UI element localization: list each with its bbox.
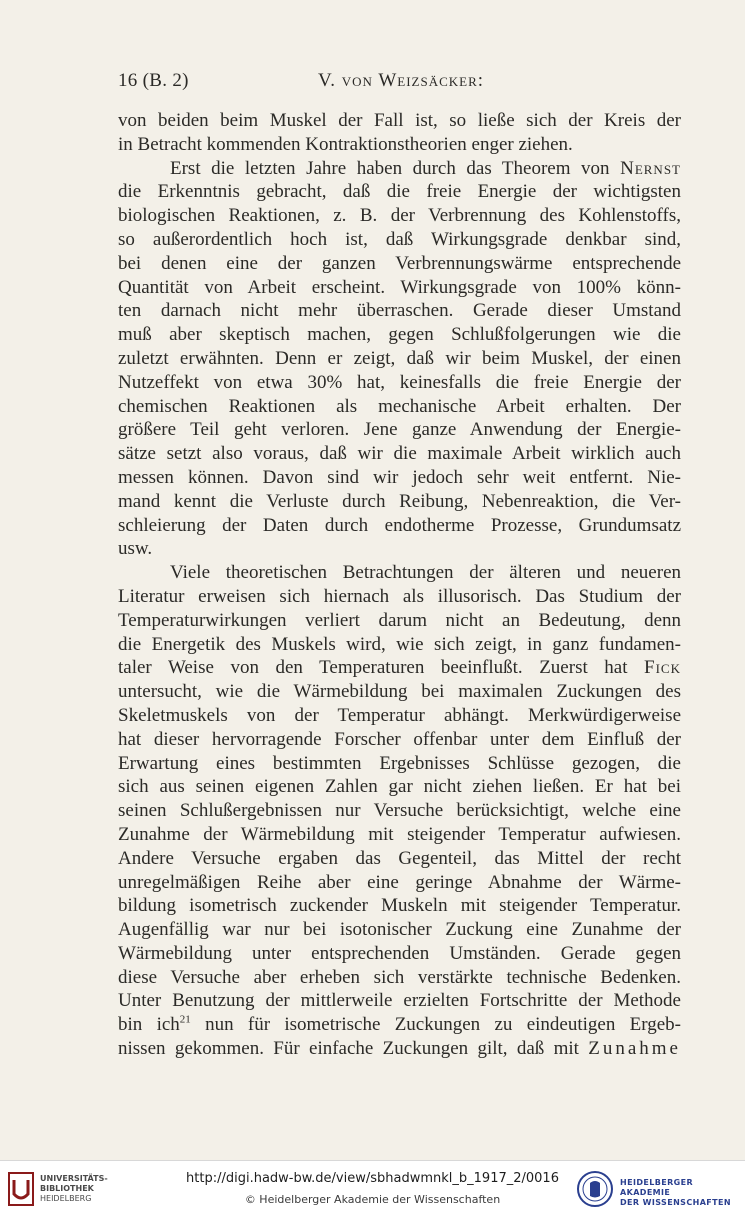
permalink-url[interactable]: http://digi.hadw-bw.de/view/sbhadwmnkl_b_1917_2/0016 — [186, 1171, 559, 1186]
copyright-notice: © Heidelberger Akademie der Wissenschaften — [244, 1193, 501, 1206]
footnote-reference[interactable]: 21 — [179, 1013, 191, 1026]
text-line: messen können. Davon sind wir jedoch sehr weit entfernt. Nie- — [118, 466, 681, 488]
paragraph — [118, 561, 681, 1061]
text-line: die Energetik des Muskels wird, wie sich zeigt, in ganz fundamen- — [118, 633, 681, 655]
text-fragment: nun für isometrische Zuckungen zu eindeutigen Ergeb- — [190, 1014, 681, 1036]
library-name-line: BIBLIOTHEK — [40, 1184, 94, 1193]
text-line: Zunahme der Wärmebildung mit steigender Temperatur aufwiesen. — [118, 823, 681, 845]
spaced-emphasis: Zunahme — [588, 1038, 681, 1060]
text-line: muß aber skeptisch machen, gegen Schlußfolgerungen wie die — [118, 324, 681, 346]
text-line: Temperaturwirkungen verliert darum nicht an Bedeutung, denn — [118, 609, 681, 631]
viewer-footer — [0, 1160, 745, 1218]
text-line: usw. — [118, 538, 153, 560]
academy-name-line: DER WISSENSCHAFTEN — [620, 1198, 731, 1207]
library-name-line: UNIVERSITÄTS- — [40, 1174, 108, 1183]
text-line: die Erkenntnis gebracht, daß die freie Energie der wichtigsten — [118, 181, 681, 203]
text-line: chemischen Reaktionen als mechanische Arbeit erhalten. Der — [118, 395, 681, 417]
text-line: von beiden beim Muskel der Fall ist, so ließe sich der Kreis der — [118, 110, 681, 131]
text-line: Wärmebildung unter entsprechenden Umständen. Gerade gegen — [118, 942, 681, 964]
text-line: bei denen eine der ganzen Verbrennungswärme entsprechende — [118, 252, 681, 274]
text-line — [118, 1013, 681, 1037]
text-line: unregelmäßigen Reihe aber eine geringe Abnahme der Wärme- — [118, 871, 681, 893]
text-line: schleierung der Daten durch endotherme Prozesse, Grundumsatz — [118, 514, 681, 536]
author-name-fick: Fick — [644, 657, 681, 679]
text-line: Literatur erweisen sich hiernach als illusorisch. Das Studium der — [118, 585, 681, 607]
page-reference: 16 (B. 2) — [118, 70, 189, 91]
text-line: zuletzt erwähnten. Denn er zeigt, daß wir beim Muskel, der einen — [118, 347, 681, 369]
body-text — [118, 109, 681, 1061]
paragraph — [118, 157, 681, 562]
text-line: diese Versuche aber erheben sich verstärkte technische Bedenken. — [118, 966, 681, 988]
academy-name — [620, 1178, 745, 1208]
text-line: größere Teil geht verloren. Jene ganze Anwendung der Energie- — [118, 419, 681, 441]
text-line: Erwartung eines bestimmten Ergebnisses Schlüsse gezogen, die — [118, 752, 681, 774]
text-line: so außerordentlich hoch ist, daß Wirkungsgrade denkbar sind, — [118, 228, 681, 250]
text-line: nissen gekommen. Für einfache Zuckungen gilt, daß mit Zunahme — [118, 1038, 681, 1060]
text-line: Quantität von Arbeit erscheint. Wirkungsgrade von 100% könn- — [118, 276, 681, 298]
running-header — [118, 70, 680, 94]
text-line: seinen Schlußergebnissen nur Versuche berücksichtigt, welche eine — [118, 800, 681, 822]
text-line: sätze setzt also voraus, daß wir die maximale Arbeit wirklich auch — [118, 443, 681, 465]
text-line: Nutzeffekt von etwa 30% hat, keinesfalls die freie Energie der — [118, 371, 681, 393]
text-line: Erst die letzten Jahre haben durch das Theorem von Nernst — [170, 157, 681, 179]
academy-seal-icon[interactable] — [576, 1170, 614, 1208]
text-line: sich aus seinen eigenen Zahlen gar nicht ziehen ließen. Er hat bei — [118, 776, 681, 798]
text-fragment: bin ich — [118, 1014, 180, 1036]
text-line: Augenfällig war nur bei isotonischer Zuckung eine Zunahme der — [118, 919, 681, 941]
text-line: hat dieser hervorragende Forscher offenbar unter dem Einfluß der — [118, 728, 681, 750]
text-line: Andere Versuche ergaben das Gegenteil, das Mittel der recht — [118, 847, 681, 869]
text-line: bildung isometrisch zuckender Muskeln mit steigender Temperatur. — [118, 895, 681, 917]
library-name-line: HEIDELBERG — [40, 1194, 92, 1203]
paragraph — [118, 109, 681, 157]
running-title: V. von Weizsäcker: — [318, 70, 485, 91]
text-line: Unter Benutzung der mittlerweile erzielten Fortschritte der Methode — [118, 990, 681, 1012]
text-line: Viele theoretischen Betrachtungen der älteren und neueren — [170, 562, 681, 584]
text-line: taler Weise von den Temperaturen beeinflußt. Zuerst hat Fick — [118, 657, 681, 679]
text-line: in Betracht kommenden Kontraktionstheorien enger ziehen. — [118, 133, 573, 155]
text-line: mand kennt die Verluste durch Reibung, Nebenreaktion, die Ver- — [118, 490, 681, 512]
text-line: biologischen Reaktionen, z. B. der Verbrennung des Kohlenstoffs, — [118, 205, 681, 227]
text-line: ten darnach nicht mehr überraschen. Gerade dieser Umstand — [118, 300, 681, 322]
text-line: Skeletmuskels von der Temperatur abhängt. Merkwürdigerweise — [118, 704, 681, 726]
author-name-nernst: Nernst — [620, 157, 681, 179]
text-line: untersucht, wie die Wärmebildung bei maximalen Zuckungen des — [118, 681, 681, 703]
academy-name-line: HEIDELBERGER AKADEMIE — [620, 1178, 694, 1197]
